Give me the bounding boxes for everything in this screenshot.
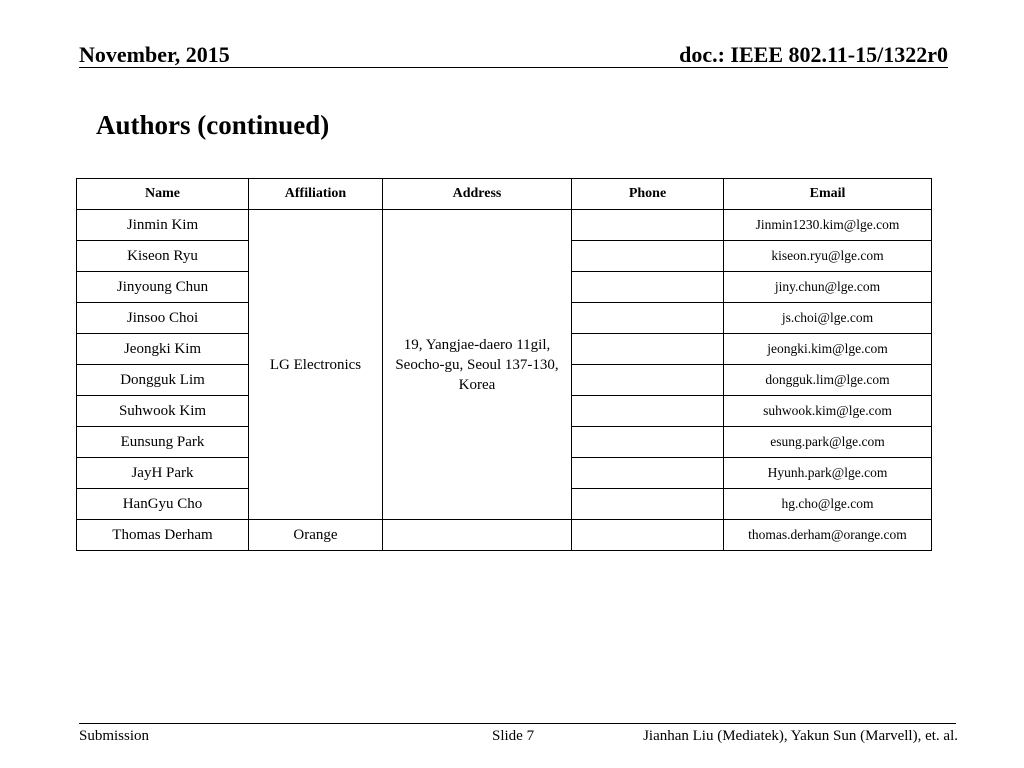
authors-table [76, 178, 932, 551]
author-name: Jinsoo Choi [77, 303, 249, 334]
author-name: Kiseon Ryu [77, 241, 249, 272]
author-email: esung.park@lge.com [724, 427, 932, 458]
author-phone [572, 272, 724, 303]
author-email: kiseon.ryu@lge.com [724, 241, 932, 272]
author-name: Suhwook Kim [77, 396, 249, 427]
footer-divider [79, 723, 956, 724]
author-email: dongguk.lim@lge.com [724, 365, 932, 396]
column-header-affiliation: Affiliation [249, 179, 383, 210]
column-header-email: Email [724, 179, 932, 210]
table-row [77, 210, 932, 241]
footer-submission: Submission [79, 728, 150, 744]
header-doc-id: doc.: IEEE 802.11-15/1322r0 [679, 42, 948, 67]
author-name: Eunsung Park [77, 427, 249, 458]
header-date: November, 2015 [79, 42, 230, 67]
author-affiliation: LG Electronics [249, 210, 383, 520]
column-header-phone: Phone [572, 179, 724, 210]
author-name: Jinyoung Chun [77, 272, 249, 303]
author-email: jeongki.kim@lge.com [724, 334, 932, 365]
footer-slide-number: Slide 7 [492, 728, 535, 744]
author-phone [572, 334, 724, 365]
author-phone [572, 241, 724, 272]
column-header-address: Address [383, 179, 572, 210]
author-phone [572, 427, 724, 458]
author-name: Jinmin Kim [77, 210, 249, 241]
page-title: Authors (continued) [96, 110, 330, 140]
header-divider [79, 67, 948, 68]
author-email: hg.cho@lge.com [724, 489, 932, 520]
author-name: HanGyu Cho [77, 489, 249, 520]
author-email: jiny.chun@lge.com [724, 272, 932, 303]
author-phone [572, 396, 724, 427]
table-header-row [77, 179, 932, 210]
author-phone [572, 365, 724, 396]
author-phone [572, 458, 724, 489]
author-name: Dongguk Lim [77, 365, 249, 396]
author-phone [572, 489, 724, 520]
footer-authors: Jianhan Liu (Mediatek), Yakun Sun (Marvell), et. al. [643, 728, 958, 744]
author-phone [572, 210, 724, 241]
author-affiliation: Orange [249, 520, 383, 551]
author-phone [572, 520, 724, 551]
author-email: js.choi@lge.com [724, 303, 932, 334]
author-address [383, 520, 572, 551]
author-email: suhwook.kim@lge.com [724, 396, 932, 427]
author-name: Thomas Derham [77, 520, 249, 551]
author-email: thomas.derham@orange.com [724, 520, 932, 551]
author-name: Jeongki Kim [77, 334, 249, 365]
author-address: 19, Yangjae-daero 11gil, Seocho-gu, Seoul 137-130, Korea [383, 210, 572, 520]
author-name: JayH Park [77, 458, 249, 489]
author-email: Hyunh.park@lge.com [724, 458, 932, 489]
author-email: Jinmin1230.kim@lge.com [724, 210, 932, 241]
author-phone [572, 303, 724, 334]
column-header-name: Name [77, 179, 249, 210]
table-row [77, 520, 932, 551]
